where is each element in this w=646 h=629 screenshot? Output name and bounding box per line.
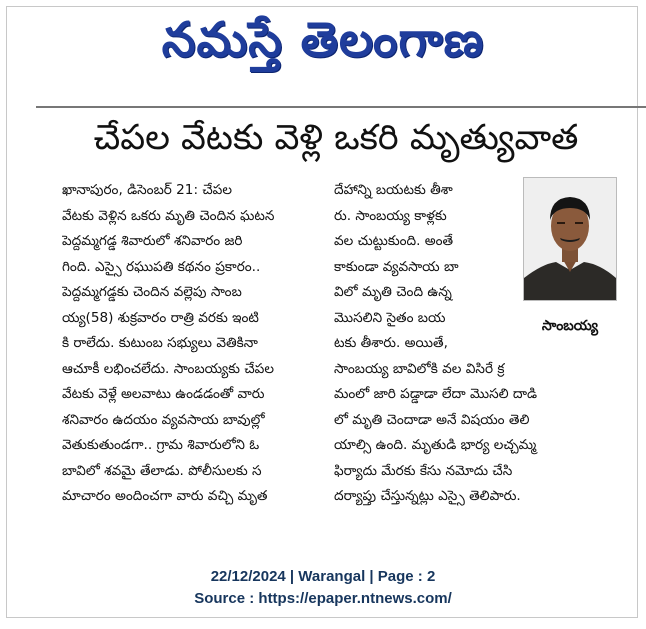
article-line: టకు తీశారు. అయితే, — [334, 335, 448, 351]
masthead-divider — [36, 106, 646, 108]
article-line: వేటకు వెళ్లిన ఒకరు మృతి చెందిన ఘటన — [62, 207, 275, 224]
article-line: కాకుండా వ్యవసాయ బా — [334, 258, 459, 275]
article-line: వేటకు వెళ్లే అలవాటు ఉండడంతో వారు — [62, 386, 265, 402]
article-line: కి రాలేదు. కుటుంబ సభ్యులు వెతికినా — [62, 335, 258, 351]
article-line: రు. సాంబయ్య కాళ్లకు — [334, 207, 447, 224]
article-line: సాంబయ్య బావిలోకి వల విసిరే క్ర — [334, 360, 505, 377]
photo-caption: సాంబయ్య — [541, 318, 599, 334]
article-line: గింది. ఎస్సై రఘుపతి కథనం ప్రకారం.. — [62, 258, 261, 275]
article-line: పెద్దమ్మగడ్డకు చెందిన వల్లెపు సాంబ — [62, 284, 242, 300]
article-line: ఫిర్యాదు మేరకు కేసు నమోదు చేసి — [334, 462, 513, 479]
article-column-left — [62, 178, 324, 510]
article-line: ఆచూకీ లభించలేదు. సాంబయ్యకు చేపల — [62, 360, 274, 377]
article-line: వెతుకుతుండగా.. గ్రామ శివారులోని ఓ — [62, 437, 260, 453]
footer-edition-info: 22/12/2024 | Warangal | Page : 2 — [210, 568, 436, 585]
masthead-logo: నమస్తే తెలంగాణ — [161, 12, 485, 68]
person-photo — [523, 177, 617, 301]
person-portrait-icon — [524, 178, 616, 300]
article-line: వల చుట్టుకుంది. అంతే — [334, 233, 454, 249]
article-line: పెద్దమ్మగడ్డ శివారులో శనివారం జరి — [62, 233, 243, 249]
article-line: మంలో జారి పడ్డాడా లేదా మొసలి దాడి — [334, 386, 538, 402]
article-line: విలో మృతి చెంది ఉన్న — [334, 284, 452, 300]
footer-source-link[interactable]: Source : https://epaper.ntnews.com/ — [194, 590, 452, 607]
article-line: మాచారం అందించగా వారు వచ్చి మృత — [62, 488, 268, 504]
article-line: శనివారం ఉదయం వ్యవసాయ బావుల్లో — [62, 411, 265, 428]
article-line: దర్యాప్తు చేస్తున్నట్లు ఎస్సై తెలిపారు. — [334, 488, 521, 504]
article-line: దేహాన్ని బయటకు తీశా — [334, 182, 453, 198]
article-headline: చేపల వేటకు వెళ్లి ఒకరి మృత్యువాత — [93, 118, 579, 158]
article-line: బావిలో శవమై తేలాడు. పోలీసులకు స — [62, 462, 262, 479]
article-line: మొసలిని సైతం బయ — [334, 309, 446, 326]
article-line: య్య(58) శుక్రవారం రాత్రి వరకు ఇంటి — [62, 309, 259, 326]
article-line: ఖానాపురం, డిసెంబర్ 21: చేపల — [62, 182, 232, 198]
article-line: యాల్సి ఉంది. మృతుడి భార్య లచ్చమ్మ — [334, 437, 537, 453]
article-line: లో మృతి చెందాడా అనే విషయం తెలి — [334, 411, 530, 428]
